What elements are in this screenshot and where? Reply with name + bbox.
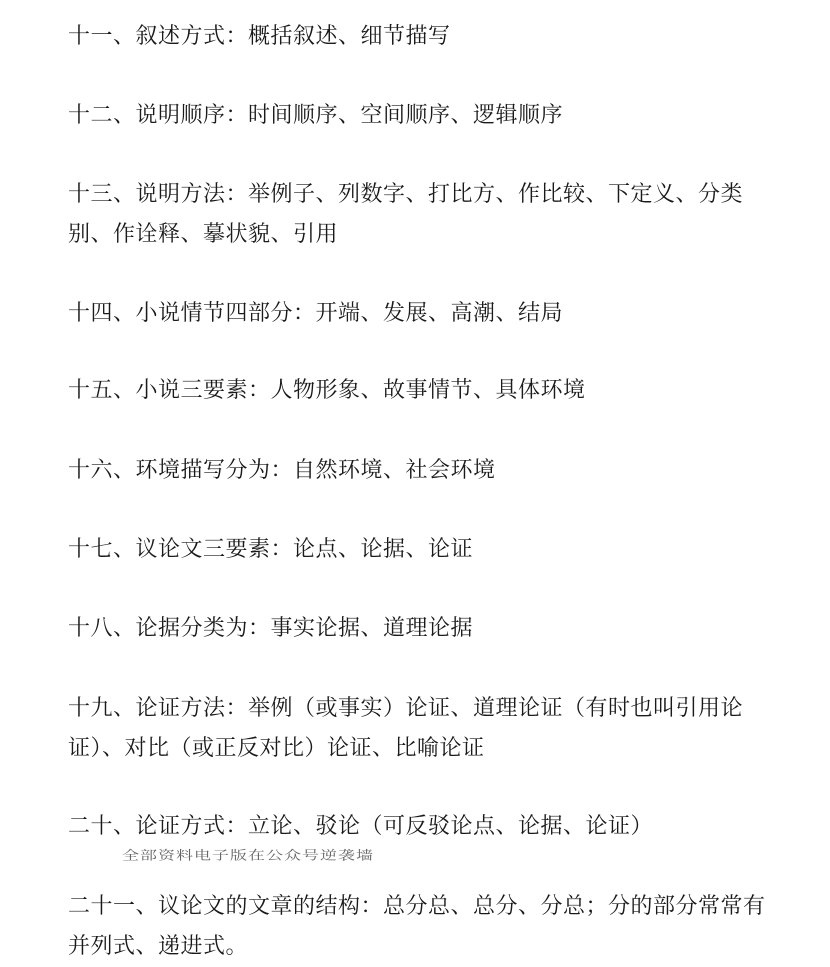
item-11: 十一、叙述方式：概括叙述、细节描写 <box>68 24 451 49</box>
item-14: 十四、小说情节四部分：开端、发展、高潮、结局 <box>68 301 564 326</box>
item-19: 十九、论证方法：举例（或事实）论证、道理论证（有时也叫引用论证）、对比（或正反对比）论证、比喻论证 <box>68 696 744 761</box>
item-20: 二十、论证方式：立论、驳论（可反驳论点、论据、论证） <box>68 814 654 839</box>
item-13: 十三、说明方法：举例子、列数字、打比方、作比较、下定义、分类别、作诠释、摹状貌、引用 <box>68 182 744 247</box>
item-15: 十五、小说三要素：人物形象、故事情节、具体环境 <box>68 378 586 403</box>
watermark-text: 全部资料电子版在公众号逆袭墙 <box>122 848 374 864</box>
item-18: 十八、论据分类为：事实论据、道理论据 <box>68 616 474 641</box>
item-17: 十七、议论文三要素：论点、论据、论证 <box>68 537 474 562</box>
item-16: 十六、环境描写分为：自然环境、社会环境 <box>68 458 496 483</box>
item-12: 十二、说明顺序：时间顺序、空间顺序、逻辑顺序 <box>68 103 564 128</box>
item-21: 二十一、议论文的文章的结构：总分总、总分、分总；分的部分常常有并列式、递进式。 <box>68 894 766 959</box>
